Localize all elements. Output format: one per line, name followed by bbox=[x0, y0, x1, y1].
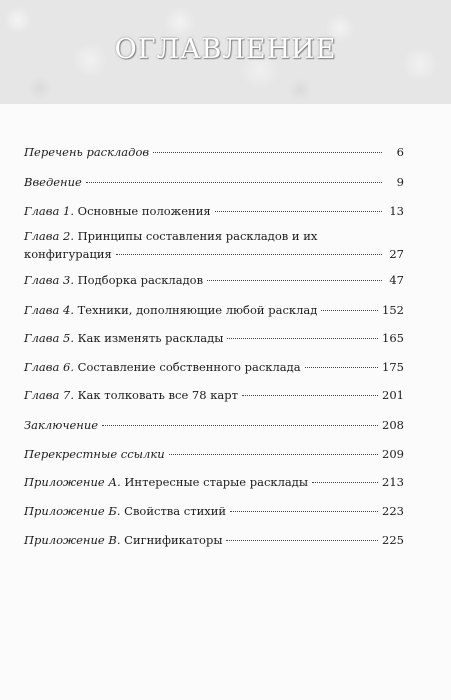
toc-entry-title: Интересные старые расклады bbox=[124, 475, 309, 489]
dot-leader bbox=[116, 254, 382, 255]
toc-page-number: 13 bbox=[389, 204, 404, 218]
toc-entry-title: Подборка раскладов bbox=[77, 273, 204, 287]
dot-leader bbox=[215, 211, 382, 212]
toc-entry-title-line2: конфигурация bbox=[24, 247, 112, 261]
toc-entry-label: Введение bbox=[24, 175, 82, 189]
toc-page-number: 27 bbox=[389, 247, 404, 261]
toc-page-number: 225 bbox=[382, 533, 404, 547]
toc-entry-label: Перекрестные ссылки bbox=[24, 447, 165, 461]
toc-entry-chapter-7[interactable] bbox=[24, 386, 404, 404]
dot-leader bbox=[230, 511, 378, 512]
toc-page-number: 201 bbox=[382, 388, 404, 402]
toc-entry-prefix: Глава 4. bbox=[24, 303, 74, 317]
toc-entry-conclusion[interactable] bbox=[24, 416, 404, 434]
toc-entry-label: Перечень раскладов bbox=[24, 145, 150, 159]
toc-entry-appendix-a[interactable] bbox=[24, 473, 404, 491]
toc-entry-chapter-6[interactable] bbox=[24, 358, 404, 376]
toc-entry-cross-references[interactable] bbox=[24, 445, 404, 463]
toc-entry-prefix: Глава 1. bbox=[24, 204, 74, 218]
toc-entry-title: Как изменять расклады bbox=[77, 331, 224, 345]
dot-leader bbox=[153, 152, 382, 153]
dot-leader bbox=[242, 395, 378, 396]
toc-entry-title: Принципы составления раскладов и их bbox=[77, 229, 318, 243]
toc-entry-title: Техники, дополняющие любой расклад bbox=[77, 303, 318, 317]
toc-page-number: 223 bbox=[382, 504, 404, 518]
toc-entry-prefix: Глава 6. bbox=[24, 360, 74, 374]
toc-entry-prefix: Глава 5. bbox=[24, 331, 74, 345]
dot-leader bbox=[226, 540, 378, 541]
dot-leader bbox=[207, 280, 382, 281]
toc-page-number: 208 bbox=[382, 418, 404, 432]
toc-entry-label: Заключение bbox=[24, 418, 99, 432]
toc-page-number: 175 bbox=[382, 360, 404, 374]
toc-entry-title: Как толковать все 78 карт bbox=[77, 388, 238, 402]
toc-entry-chapter-3[interactable] bbox=[24, 271, 404, 289]
dot-leader bbox=[312, 482, 378, 483]
dot-leader bbox=[227, 338, 378, 339]
toc-entry-title: Свойства стихий bbox=[124, 504, 227, 518]
toc-entry-appendix-v[interactable] bbox=[24, 531, 404, 549]
toc-entry-prefix: Глава 2. bbox=[24, 229, 74, 243]
toc-entry-prefix: Приложение А. bbox=[24, 475, 121, 489]
toc-entry-title: Основные положения bbox=[77, 204, 211, 218]
toc-entry-chapter-1[interactable] bbox=[24, 202, 404, 220]
toc-page-number: 213 bbox=[382, 475, 404, 489]
dot-leader bbox=[102, 425, 378, 426]
toc-entry-introduction[interactable] bbox=[24, 173, 404, 191]
toc-entry-title: Сигнификаторы bbox=[124, 533, 223, 547]
dot-leader bbox=[169, 454, 378, 455]
dot-leader bbox=[321, 310, 378, 311]
toc-page-number: 47 bbox=[389, 273, 404, 287]
toc-entry-title: Составление собственного расклада bbox=[77, 360, 301, 374]
toc-page-number: 152 bbox=[382, 303, 404, 317]
toc-entry-prefix: Приложение В. bbox=[24, 533, 121, 547]
toc-entry-prefix: Приложение Б. bbox=[24, 504, 121, 518]
dot-leader bbox=[305, 367, 378, 368]
toc-entry-prefix: Глава 3. bbox=[24, 273, 74, 287]
toc-entry-chapter-5[interactable] bbox=[24, 329, 404, 347]
page-title: ОГЛАВЛЕНИЕ bbox=[114, 34, 337, 65]
header-band bbox=[0, 0, 451, 104]
toc-entry-chapter-2[interactable] bbox=[24, 227, 404, 263]
toc-entry-spreads-list[interactable] bbox=[24, 143, 404, 161]
toc-page-number: 9 bbox=[396, 175, 404, 189]
toc-entry-chapter-4[interactable] bbox=[24, 301, 404, 319]
toc-entry-appendix-b[interactable] bbox=[24, 502, 404, 520]
toc-page-number: 165 bbox=[382, 331, 404, 345]
dot-leader bbox=[86, 182, 382, 183]
toc-entry-prefix: Глава 7. bbox=[24, 388, 74, 402]
toc-page-number: 209 bbox=[382, 447, 404, 461]
toc-page-number: 6 bbox=[396, 145, 404, 159]
